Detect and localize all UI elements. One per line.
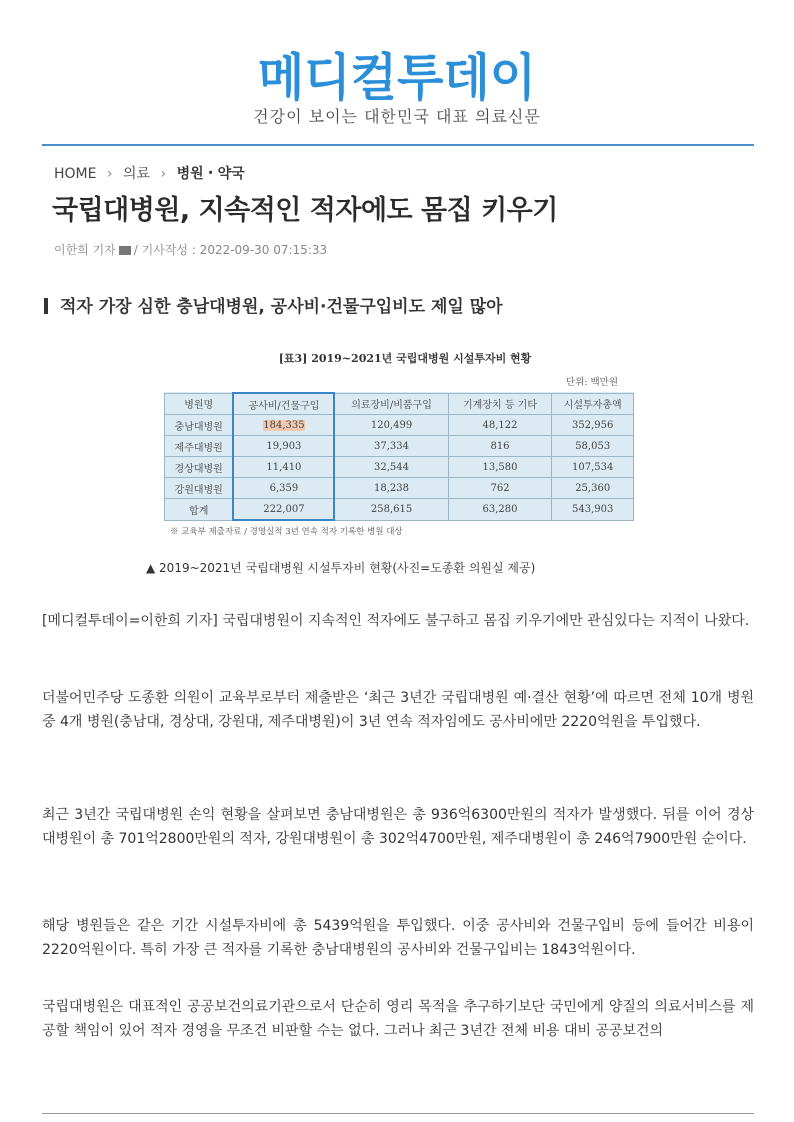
article-headline: 국립대병원, 지속적인 적자에도 몸집 키우기 <box>52 195 558 226</box>
table-header-cell: 병원명 <box>165 393 234 415</box>
table-cell: 37,334 <box>334 436 448 457</box>
table-cell: 352,956 <box>552 415 634 436</box>
mail-icon[interactable] <box>119 246 131 255</box>
table-cell: 107,534 <box>552 457 634 478</box>
figure-unit: 단위: 백만원 <box>565 377 618 388</box>
subhead-bar <box>44 298 48 314</box>
figure-caption: ▲ 2019~2021년 국립대병원 시설투자비 현황(사진=도종환 의원실 제공) <box>146 561 536 575</box>
figure-note: ※ 교육부 제출자료 / 경영실적 3년 연속 적자 기록한 병원 대상 <box>170 527 403 537</box>
table-cell <box>233 415 334 436</box>
table-cell: 543,903 <box>552 499 634 521</box>
table-cell: 258,615 <box>334 499 448 521</box>
table-cell: 13,580 <box>448 457 552 478</box>
table-cell: 합계 <box>165 499 234 521</box>
breadcrumb-level2[interactable]: 병원・약국 <box>176 166 245 182</box>
table-header-cell: 시설투자총액 <box>552 393 634 415</box>
breadcrumb <box>54 163 251 183</box>
breadcrumb-separator: › <box>160 166 167 182</box>
table-cell: 18,238 <box>334 478 448 499</box>
table-cell: 11,410 <box>233 457 334 478</box>
table-cell: 경상대병원 <box>165 457 234 478</box>
table-cell: 강원대병원 <box>165 478 234 499</box>
table-cell: 120,499 <box>334 415 448 436</box>
table-cell: 6,359 <box>233 478 334 499</box>
table-row <box>165 457 634 478</box>
article-paragraph: 더불어민주당 도종환 의원이 교육부로부터 제출받은 ‘최근 3년간 국립대병원 예·결산 현황’에 따르면 전체 10개 병원 중 4개 병원(충남대, 경상대, 강원대, 제주대병원)이 3년 연속 적자임에도 공사비에만 2220억원을 투입했다. <box>42 690 754 730</box>
publish-time: / 기사작성 : 2022-09-30 07:15:33 <box>133 243 328 257</box>
subhead-text: 적자 가장 심한 충남대병원, 공사비·건물구입비도 제일 많아 <box>60 297 503 317</box>
table-total-row <box>165 499 634 521</box>
table-cell: 222,007 <box>233 499 334 521</box>
table-header-cell: 기계장치 등 기타 <box>448 393 552 415</box>
table-cell: 32,544 <box>334 457 448 478</box>
table-header-cell: 의료장비/비품구입 <box>334 393 448 415</box>
author-name[interactable]: 이한희 기자 <box>54 243 116 257</box>
article-paragraph: 최근 3년간 국립대병원 손익 현황을 살펴보면 충남대병원은 총 936억6300만원의 적자가 발생했다. 뒤를 이어 경상대병원이 총 701억2800만원의 적자, 강원대병원이 총 302억4700만원, 제주대병원이 총 246억7900만원 순이다. <box>42 807 754 847</box>
table-cell: 충남대병원 <box>165 415 234 436</box>
figure-title: [표3] 2019~2021년 국립대병원 시설투자비 현황 <box>278 352 532 365</box>
article-paragraph: [메디컬투데이=이한희 기자] 국립대병원이 지속적인 적자에도 불구하고 몸집 키우기에만 관심있다는 지적이 나왔다. <box>42 613 750 629</box>
table-cell: 58,053 <box>552 436 634 457</box>
breadcrumb-home[interactable]: HOME <box>54 166 97 182</box>
figure-table-image <box>160 350 640 537</box>
table-cell: 19,903 <box>233 436 334 457</box>
header-divider <box>42 144 754 146</box>
highlighted-value: 184,335 <box>263 419 305 431</box>
byline <box>54 241 327 258</box>
table-row <box>165 436 634 457</box>
site-logo[interactable]: 메디컬투데이 <box>257 48 537 108</box>
site-tagline: 건강이 보이는 대한민국 대표 의료신문 <box>253 107 541 126</box>
table-cell: 25,360 <box>552 478 634 499</box>
table-cell: 816 <box>448 436 552 457</box>
table-header-row <box>165 393 634 415</box>
breadcrumb-separator: › <box>106 166 113 182</box>
breadcrumb-level1[interactable]: 의료 <box>123 166 151 182</box>
footer-divider <box>42 1113 754 1114</box>
investment-table <box>164 392 634 521</box>
table-row <box>165 415 634 436</box>
article-paragraph: 국립대병원은 대표적인 공공보건의료기관으로서 단순히 영리 목적을 추구하기보단 국민에게 양질의 의료서비스를 제공할 책임이 있어 적자 경영을 무조건 비판할 수는 없다. 그러나 최근 3년간 전체 비용 대비 공공보건의 <box>42 999 754 1039</box>
table-cell: 제주대병원 <box>165 436 234 457</box>
table-cell: 63,280 <box>448 499 552 521</box>
table-row <box>165 478 634 499</box>
article-paragraph: 해당 병원들은 같은 기간 시설투자비에 총 5439억원을 투입했다. 이중 공사비와 건물구입비 등에 들어간 비용이 2220억원이다. 특히 가장 큰 적자를 기록한 충남대병원의 공사비와 건물구입비는 1843억원이다. <box>42 918 754 958</box>
masthead <box>0 50 794 127</box>
table-cell: 48,122 <box>448 415 552 436</box>
table-cell: 762 <box>448 478 552 499</box>
table-header-cell: 공사비/건물구입 <box>233 393 334 415</box>
article-subhead <box>44 292 503 317</box>
